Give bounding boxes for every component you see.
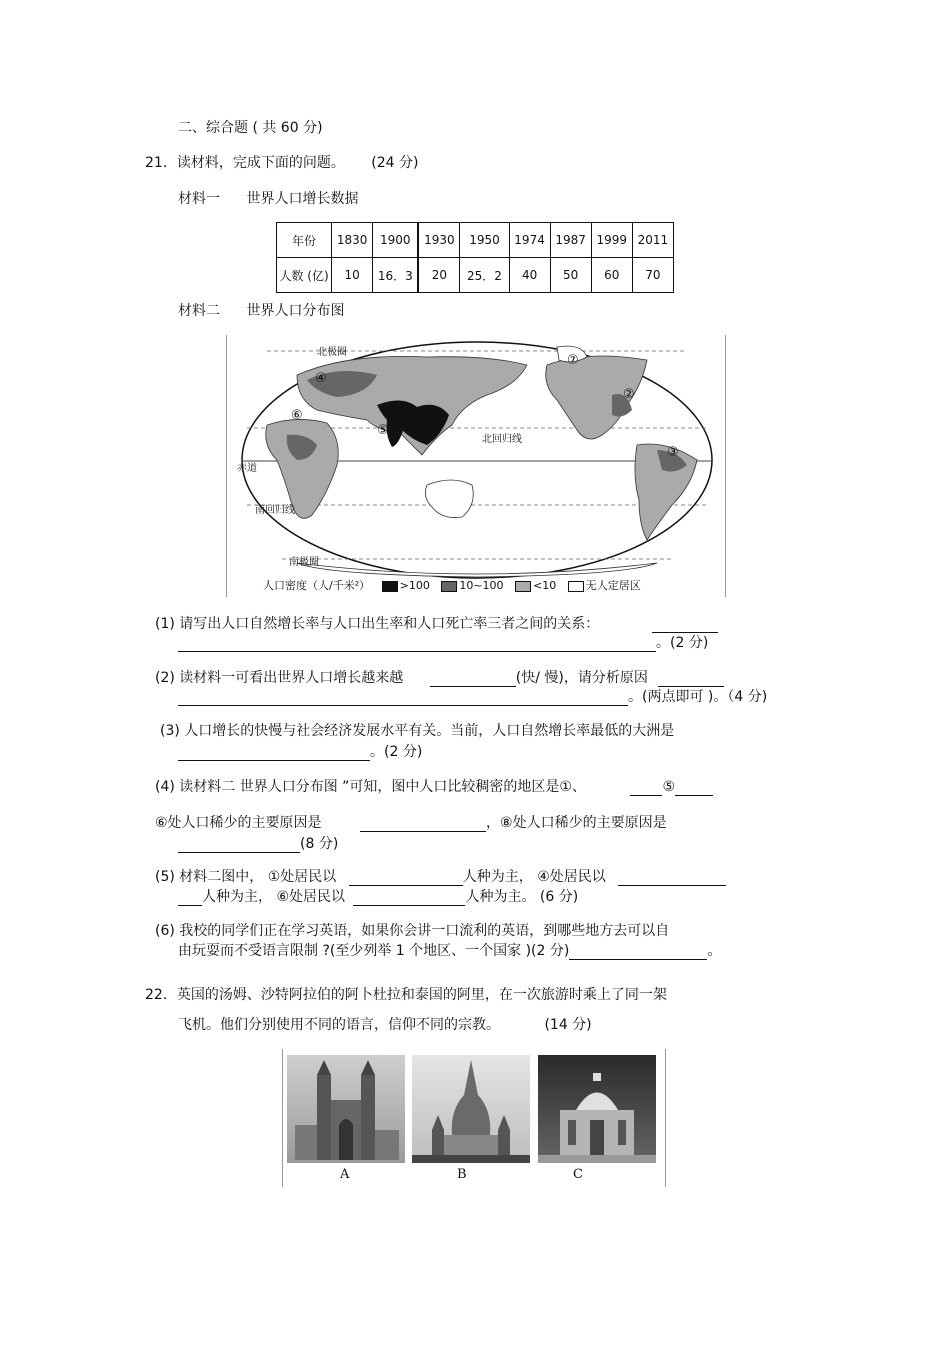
answer-blank-4d[interactable] bbox=[178, 838, 300, 853]
answer-blank-3[interactable] bbox=[178, 746, 370, 761]
q22-number: 22． bbox=[145, 987, 177, 1003]
photo-b-thai-temple bbox=[412, 1055, 530, 1163]
legend-swatch-low bbox=[515, 581, 531, 592]
q21-sub5-score: 人种为主。 (6 分) bbox=[465, 889, 579, 905]
table-cell-population: 50 bbox=[550, 258, 591, 293]
q21-score: (24 分) bbox=[371, 155, 419, 171]
photo-label-c: C bbox=[573, 1167, 583, 1182]
answer-blank-5d[interactable] bbox=[353, 891, 465, 906]
population-table bbox=[276, 222, 674, 293]
legend-title: 人口密度（人/千米²） bbox=[263, 579, 371, 592]
q21-header bbox=[145, 152, 418, 172]
q21-sub3-score: 。(2 分) bbox=[370, 744, 423, 760]
material1-heading bbox=[178, 188, 358, 208]
material2-heading bbox=[178, 300, 344, 320]
material1-label: 材料一 bbox=[178, 191, 220, 207]
q21-sub1-text: (1) 请写出人口自然增长率与人口出生率和人口死亡率三者之间的关系： bbox=[155, 616, 600, 632]
table-cell-year: 1830 bbox=[332, 223, 373, 258]
table-cell-year: 1950 bbox=[460, 223, 509, 258]
q21-sub1-line2 bbox=[178, 632, 708, 652]
q22-score: (14 分) bbox=[544, 1017, 592, 1033]
table-cell-population: 20 bbox=[418, 258, 460, 293]
section-title: 二、综合题 ( 共 60 分) bbox=[178, 120, 323, 136]
table-cell-year: 1974 bbox=[509, 223, 550, 258]
q21-number: 21． bbox=[145, 155, 177, 171]
answer-blank-4c[interactable] bbox=[360, 817, 486, 832]
q21-sub6-end: 。 bbox=[707, 943, 722, 959]
q22-text-2: 飞机。他们分别使用不同的语言，信仰不同的宗教。 bbox=[178, 1017, 500, 1033]
table-header-population: 人数 (亿) bbox=[277, 258, 332, 293]
legend-medium: 10~100 bbox=[459, 579, 504, 592]
legend-uninhabited: 无人定居区 bbox=[585, 579, 641, 592]
table-cell-year: 1987 bbox=[550, 223, 591, 258]
material1-title: 世界人口增长数据 bbox=[246, 191, 359, 207]
q21-title: 读材料，完成下面的问题。 bbox=[176, 155, 345, 171]
q21-sub4-text: (4) 读材料二 世界人口分布图 ”可知，图中人口比较稠密的地区是①、 bbox=[155, 779, 586, 795]
photo-label-b: B bbox=[457, 1167, 467, 1182]
map-marker-1: ① bbox=[432, 413, 444, 428]
answer-blank-4b[interactable] bbox=[675, 781, 713, 796]
photo-c-dome-of-the-rock bbox=[538, 1055, 656, 1163]
table-cell-population: 40 bbox=[509, 258, 550, 293]
table-cell-population: 10 bbox=[332, 258, 373, 293]
q21-sub4-line1 bbox=[155, 776, 713, 796]
table-cell-population: 60 bbox=[591, 258, 632, 293]
table-cell-year: 2011 bbox=[632, 223, 673, 258]
q22-line2 bbox=[178, 1014, 592, 1034]
map-marker-2: ② bbox=[623, 387, 635, 402]
legend-swatch-uninhabited bbox=[568, 581, 584, 592]
q22-text-1: 英国的汤姆、沙特阿拉伯的阿卜杜拉和泰国的阿里，在一次旅游时乘上了同一架 bbox=[176, 987, 667, 1003]
answer-blank-1b[interactable] bbox=[178, 637, 656, 652]
q21-sub5-line2 bbox=[178, 886, 578, 906]
legend-high: >100 bbox=[399, 579, 430, 592]
label-south-polar: 南极圈 bbox=[289, 557, 319, 568]
legend-swatch-high bbox=[382, 581, 398, 592]
answer-blank-2b[interactable] bbox=[658, 672, 724, 687]
q21-sub2-text-b: (快/ 慢)，请分析原因 bbox=[515, 670, 648, 686]
answer-blank-5c[interactable] bbox=[178, 891, 202, 906]
table-row-years bbox=[277, 223, 674, 258]
table-cell-population: 25．2 bbox=[460, 258, 509, 293]
q21-sub1-score: 。(2 分) bbox=[656, 635, 709, 651]
q21-sub6-text-b: 由玩耍而不受语言限制 ?(至少列举 1 个地区、一个国家 )(2 分) bbox=[178, 943, 570, 959]
table-cell-population: 16．3 bbox=[373, 258, 419, 293]
q21-sub2-line2 bbox=[178, 686, 767, 706]
table-cell-population: 70 bbox=[632, 258, 673, 293]
answer-blank-5b[interactable] bbox=[618, 871, 726, 886]
answer-blank-6[interactable] bbox=[569, 945, 707, 960]
q22-line1 bbox=[145, 984, 667, 1004]
legend-low: <10 bbox=[533, 579, 557, 592]
q21-sub5-text: (5) 材料二图中， ①处居民以 bbox=[155, 869, 337, 885]
q21-sub1-line1 bbox=[155, 613, 718, 633]
label-tropic-south: 南回归线 bbox=[255, 505, 295, 516]
map-marker-3: ③ bbox=[667, 445, 679, 460]
q21-sub4-marker5: ⑤ bbox=[662, 779, 675, 795]
answer-blank-4a[interactable] bbox=[630, 781, 662, 796]
q21-sub5-text-c: 人种为主， ⑥处居民以 bbox=[202, 889, 346, 905]
map-marker-8: ⑧ bbox=[397, 403, 409, 418]
q21-sub4-text-c: ⑥处人口稀少的主要原因是 bbox=[155, 815, 322, 831]
q21-sub5-text-b: 人种为主， ④处居民以 bbox=[462, 869, 606, 885]
map-legend bbox=[263, 577, 641, 593]
label-north-polar: 北极圈 bbox=[317, 347, 347, 358]
legend-swatch-medium bbox=[441, 581, 457, 592]
q21-sub4-score: (8 分) bbox=[300, 836, 339, 852]
photo-a-westminster-abbey bbox=[287, 1055, 405, 1163]
q21-sub4-line3 bbox=[178, 833, 338, 853]
label-equator: 赤道 bbox=[237, 463, 257, 474]
map-marker-6: ⑥ bbox=[291, 408, 303, 423]
q21-sub4-line2 bbox=[155, 812, 667, 832]
answer-blank-5a[interactable] bbox=[349, 871, 463, 886]
material2-label: 材料二 bbox=[178, 303, 220, 319]
q21-sub6-line2 bbox=[178, 940, 721, 960]
table-header-year: 年份 bbox=[277, 223, 332, 258]
q21-sub2-line1 bbox=[155, 667, 724, 687]
answer-blank-2c[interactable] bbox=[178, 691, 628, 706]
table-cell-year: 1999 bbox=[591, 223, 632, 258]
table-cell-year: 1900 bbox=[373, 223, 419, 258]
map-marker-5: ⑤ bbox=[377, 423, 389, 438]
table-cell-year: 1930 bbox=[418, 223, 460, 258]
q21-sub4-text-d: ，⑧处人口稀少的主要原因是 bbox=[486, 815, 667, 831]
q21-sub2-text: (2) 读材料一可看出世界人口增长越来越 bbox=[155, 670, 404, 686]
map-marker-4: ④ bbox=[315, 371, 327, 386]
q21-sub5-line1 bbox=[155, 866, 726, 886]
answer-blank-1a[interactable] bbox=[652, 618, 718, 633]
q21-sub2-score: 。(两点即可 )。（4 分) bbox=[628, 689, 768, 705]
label-tropic-north: 北回归线 bbox=[482, 434, 522, 445]
answer-blank-2a[interactable] bbox=[430, 672, 516, 687]
q21-sub6-line1: (6) 我校的同学们正在学习英语，如果你会讲一口流利的英语，到哪些地方去可以自 bbox=[155, 923, 670, 939]
material2-title: 世界人口分布图 bbox=[246, 303, 345, 319]
table-row-populations bbox=[277, 258, 674, 293]
photo-label-a: A bbox=[340, 1167, 350, 1182]
world-population-map bbox=[226, 335, 726, 597]
q21-sub3-line1: (3) 人口增长的快慢与社会经济发展水平有关。当前，人口自然增长率最低的大洲是 bbox=[160, 723, 675, 739]
q21-sub3-line2 bbox=[178, 741, 422, 761]
map-marker-7: ⑦ bbox=[567, 353, 579, 368]
